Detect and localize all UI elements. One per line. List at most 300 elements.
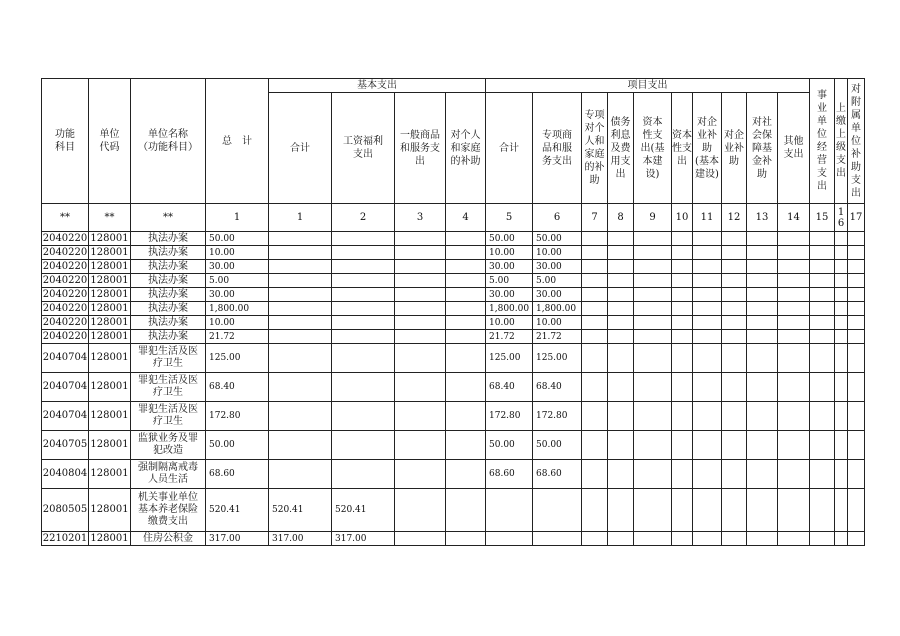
empty-cell [848, 246, 865, 260]
empty-cell [395, 489, 446, 532]
basic-total-cell: 317.00 [269, 532, 332, 546]
wages-cell [332, 330, 395, 344]
empty-cell [810, 460, 835, 489]
header-enterprise-construction: 对企 业补 助 (基本 建设) [693, 93, 722, 204]
total-cell: 520.41 [206, 489, 269, 532]
empty-cell [608, 246, 634, 260]
basic-total-cell [269, 288, 332, 302]
func-subject-cell: 2040220 [42, 316, 88, 328]
project-total-cell: 10.00 [486, 316, 533, 330]
empty-cell [582, 316, 608, 330]
func-subject-cell: 2040220 [42, 274, 88, 286]
empty-cell [810, 330, 835, 344]
header-wages: 工资福利 支出 [332, 93, 395, 204]
empty-cell [446, 260, 486, 274]
unit-name-cell: 执法办案 [131, 302, 206, 316]
empty-cell [848, 302, 865, 316]
func-subject-cell: 2080505 [42, 489, 89, 532]
header-unit-name: 单位名称 （功能科目） [131, 79, 206, 204]
column-number: 6 [533, 204, 582, 232]
empty-cell [778, 232, 810, 246]
special-goods-cell [533, 489, 582, 532]
empty-cell [722, 489, 747, 532]
header-affiliated-subsidy: 对 附 属 单 位 补 助 支 出 [848, 79, 865, 204]
wages-cell [332, 302, 395, 316]
empty-cell [747, 402, 778, 431]
empty-cell [747, 302, 778, 316]
special-goods-cell: 50.00 [533, 431, 582, 460]
special-goods-cell: 125.00 [533, 344, 582, 373]
empty-cell [693, 330, 722, 344]
empty-cell [848, 316, 865, 330]
empty-cell [395, 344, 446, 373]
special-goods-cell: 10.00 [533, 246, 582, 260]
empty-cell [693, 373, 722, 402]
empty-cell [693, 532, 722, 546]
empty-cell [634, 460, 672, 489]
special-goods-cell: 21.72 [533, 330, 582, 344]
total-cell: 317.00 [206, 532, 269, 546]
empty-cell [835, 260, 848, 274]
unit-code-cell: 128001 [90, 532, 129, 544]
empty-cell [634, 246, 672, 260]
func-subject-cell: 2040704 [42, 373, 89, 402]
empty-cell [672, 373, 693, 402]
project-total-cell [486, 532, 533, 546]
empty-cell [446, 373, 486, 402]
unit-code-cell: 128001 [90, 288, 129, 300]
empty-cell [693, 260, 722, 274]
unit-code-cell: 128001 [90, 246, 129, 258]
header-individual-subsidy: 对个人 和家庭 的补助 [446, 93, 486, 204]
empty-cell [747, 274, 778, 288]
empty-cell [582, 402, 608, 431]
empty-cell [693, 246, 722, 260]
empty-cell [582, 274, 608, 288]
special-goods-cell: 5.00 [533, 274, 582, 288]
empty-cell [835, 489, 848, 532]
wages-cell [332, 288, 395, 302]
empty-cell [634, 232, 672, 246]
unit-code-cell: 128001 [89, 344, 131, 373]
unit-name-cell: 监狱业务及罪 犯改造 [131, 431, 206, 460]
empty-cell [446, 288, 486, 302]
wages-cell [332, 344, 395, 373]
empty-cell [693, 288, 722, 302]
column-number: 12 [722, 204, 747, 232]
empty-cell [722, 460, 747, 489]
empty-cell [634, 344, 672, 373]
total-cell: 1,800.00 [206, 302, 269, 316]
empty-cell [835, 330, 848, 344]
wages-cell [332, 246, 395, 260]
basic-total-cell [269, 246, 332, 260]
empty-cell [672, 402, 693, 431]
empty-cell [582, 260, 608, 274]
basic-total-cell [269, 330, 332, 344]
empty-cell [722, 274, 747, 288]
empty-cell [778, 302, 810, 316]
empty-cell [395, 274, 446, 288]
wages-cell [332, 260, 395, 274]
header-unit-code: 单位 代码 [89, 79, 131, 204]
func-subject-cell: 2040220 [42, 288, 88, 300]
empty-cell [582, 373, 608, 402]
empty-cell [582, 288, 608, 302]
wages-cell [332, 402, 395, 431]
empty-cell [778, 288, 810, 302]
total-cell: 50.00 [206, 232, 269, 246]
header-capital-construction: 资本 性支 出(基 本建 设) [634, 93, 672, 204]
empty-cell [810, 489, 835, 532]
empty-cell [848, 373, 865, 402]
project-total-cell: 50.00 [486, 232, 533, 246]
unit-name-cell: 住房公积金 [131, 532, 206, 546]
unit-name-cell: 罪犯生活及医 疗卫生 [131, 373, 206, 402]
empty-cell [608, 532, 634, 546]
empty-cell [672, 316, 693, 330]
special-goods-cell: 68.60 [533, 460, 582, 489]
empty-cell [778, 373, 810, 402]
table-row [42, 302, 865, 316]
empty-cell [747, 260, 778, 274]
empty-cell [395, 246, 446, 260]
column-number: 13 [747, 204, 778, 232]
empty-cell [835, 532, 848, 546]
empty-cell [810, 373, 835, 402]
empty-cell [446, 344, 486, 373]
empty-cell [747, 344, 778, 373]
table-row [42, 288, 865, 302]
empty-cell [608, 344, 634, 373]
unit-code-cell: 128001 [89, 460, 131, 489]
table-row [42, 489, 865, 532]
column-number: 3 [395, 204, 446, 232]
empty-cell [395, 302, 446, 316]
empty-cell [810, 260, 835, 274]
empty-cell [722, 532, 747, 546]
column-number: 15 [810, 204, 835, 232]
column-number: ** [89, 204, 131, 232]
empty-cell [634, 302, 672, 316]
project-total-cell: 50.00 [486, 431, 533, 460]
empty-cell [835, 274, 848, 288]
unit-name-cell: 执法办案 [131, 274, 206, 288]
empty-cell [810, 344, 835, 373]
unit-code-cell: 128001 [90, 302, 129, 314]
special-goods-cell: 1,800.00 [533, 302, 582, 316]
special-goods-cell: 10.00 [533, 316, 582, 330]
unit-code-cell: 128001 [90, 274, 129, 286]
unit-name-cell: 执法办案 [131, 288, 206, 302]
empty-cell [747, 431, 778, 460]
empty-cell [848, 402, 865, 431]
unit-name-cell: 执法办案 [131, 316, 206, 330]
empty-cell [747, 460, 778, 489]
empty-cell [672, 274, 693, 288]
empty-cell [722, 246, 747, 260]
empty-cell [848, 260, 865, 274]
header-basic-expenditure: 基本支出 [269, 79, 486, 93]
unit-name-cell: 机关事业单位 基本养老保险 缴费支出 [131, 489, 206, 532]
empty-cell [608, 489, 634, 532]
empty-cell [722, 402, 747, 431]
empty-cell [778, 402, 810, 431]
empty-cell [395, 232, 446, 246]
header-enterprise: 对企 业补 助 [722, 93, 747, 204]
empty-cell [582, 431, 608, 460]
empty-cell [848, 232, 865, 246]
empty-cell [395, 260, 446, 274]
empty-cell [672, 246, 693, 260]
empty-cell [446, 402, 486, 431]
empty-cell [634, 316, 672, 330]
header-special-goods: 专项商 品和服 务支出 [533, 93, 582, 204]
empty-cell [634, 274, 672, 288]
header-func-subject: 功能 科目 [42, 79, 89, 204]
empty-cell [608, 402, 634, 431]
empty-cell [722, 232, 747, 246]
empty-cell [693, 274, 722, 288]
empty-cell [693, 344, 722, 373]
empty-cell [835, 302, 848, 316]
empty-cell [747, 373, 778, 402]
empty-cell [634, 489, 672, 532]
basic-total-cell: 520.41 [269, 489, 332, 532]
empty-cell [747, 330, 778, 344]
unit-code-cell: 128001 [90, 232, 129, 244]
empty-cell [722, 288, 747, 302]
empty-cell [693, 431, 722, 460]
special-goods-cell [533, 532, 582, 546]
empty-cell [582, 344, 608, 373]
unit-code-cell: 128001 [90, 260, 129, 272]
empty-cell [582, 302, 608, 316]
wages-cell: 520.41 [332, 489, 395, 532]
empty-cell [835, 232, 848, 246]
total-cell: 30.00 [206, 260, 269, 274]
empty-cell [672, 460, 693, 489]
empty-cell [810, 402, 835, 431]
empty-cell [778, 489, 810, 532]
empty-cell [722, 330, 747, 344]
header-social-security: 对社 会保 障基 金补 助 [747, 93, 778, 204]
empty-cell [634, 330, 672, 344]
empty-cell [672, 302, 693, 316]
empty-cell [722, 260, 747, 274]
empty-cell [778, 274, 810, 288]
empty-cell [693, 402, 722, 431]
basic-total-cell [269, 344, 332, 373]
table-row [42, 373, 865, 402]
header-project-total: 合计 [486, 93, 533, 204]
special-goods-cell: 30.00 [533, 260, 582, 274]
empty-cell [747, 246, 778, 260]
column-number: 14 [778, 204, 810, 232]
column-number: 11 [693, 204, 722, 232]
project-total-cell: 21.72 [486, 330, 533, 344]
project-total-cell: 30.00 [486, 288, 533, 302]
wages-cell [332, 373, 395, 402]
empty-cell [835, 316, 848, 330]
empty-cell [747, 316, 778, 330]
func-subject-cell: 2040220 [42, 330, 88, 342]
basic-total-cell [269, 373, 332, 402]
total-cell: 68.40 [206, 373, 269, 402]
empty-cell [810, 431, 835, 460]
total-cell: 125.00 [206, 344, 269, 373]
empty-cell [810, 232, 835, 246]
empty-cell [634, 402, 672, 431]
empty-cell [582, 246, 608, 260]
basic-total-cell [269, 460, 332, 489]
func-subject-cell: 2040220 [42, 302, 88, 314]
empty-cell [634, 532, 672, 546]
header-business-unit: 事 业 单 位 经 营 支 出 [810, 79, 835, 204]
func-subject-cell: 2040704 [42, 402, 89, 431]
project-total-cell [486, 489, 533, 532]
empty-cell [446, 232, 486, 246]
empty-cell [835, 431, 848, 460]
unit-code-cell: 128001 [89, 431, 131, 460]
table-row [42, 246, 865, 260]
empty-cell [848, 460, 865, 489]
empty-cell [672, 489, 693, 532]
header-debt-interest: 债务 利息 及费 用支 出 [608, 93, 634, 204]
empty-cell [778, 431, 810, 460]
empty-cell [582, 330, 608, 344]
empty-cell [835, 288, 848, 302]
empty-cell [608, 316, 634, 330]
empty-cell [446, 330, 486, 344]
column-number: 1 [269, 204, 332, 232]
basic-total-cell [269, 232, 332, 246]
basic-total-cell [269, 302, 332, 316]
column-number: 1 [206, 204, 269, 232]
func-subject-cell: 2040704 [42, 344, 89, 373]
column-number: 10 [672, 204, 693, 232]
func-subject-cell: 2040220 [42, 246, 88, 258]
column-number: 17 [848, 204, 865, 232]
empty-cell [778, 344, 810, 373]
unit-code-cell: 128001 [90, 316, 129, 328]
empty-cell [395, 431, 446, 460]
empty-cell [672, 330, 693, 344]
project-total-cell: 125.00 [486, 344, 533, 373]
special-goods-cell: 68.40 [533, 373, 582, 402]
empty-cell [634, 373, 672, 402]
total-cell: 21.72 [206, 330, 269, 344]
func-subject-cell: 2040220 [42, 260, 88, 272]
special-goods-cell: 30.00 [533, 288, 582, 302]
header-upper-payment: 上 缴 上 级 支 出 [835, 79, 848, 204]
empty-cell [778, 260, 810, 274]
empty-cell [446, 316, 486, 330]
empty-cell [722, 373, 747, 402]
total-cell: 10.00 [206, 246, 269, 260]
unit-code-cell: 128001 [89, 489, 131, 532]
empty-cell [395, 532, 446, 546]
wages-cell [332, 431, 395, 460]
project-total-cell: 5.00 [486, 274, 533, 288]
func-subject-cell: 2040804 [42, 460, 89, 489]
column-number: 9 [634, 204, 672, 232]
column-number: 5 [486, 204, 533, 232]
empty-cell [582, 489, 608, 532]
table-row [42, 232, 865, 246]
column-number: 2 [332, 204, 395, 232]
empty-cell [672, 532, 693, 546]
empty-cell [608, 232, 634, 246]
empty-cell [778, 532, 810, 546]
table-row [42, 460, 865, 489]
empty-cell [634, 288, 672, 302]
empty-cell [722, 431, 747, 460]
column-number: 8 [608, 204, 634, 232]
unit-name-cell: 强制隔离戒毒 人员生活 [131, 460, 206, 489]
empty-cell [608, 460, 634, 489]
empty-cell [778, 246, 810, 260]
empty-cell [582, 232, 608, 246]
table-row [42, 532, 865, 546]
empty-cell [848, 274, 865, 288]
empty-cell [672, 344, 693, 373]
empty-cell [810, 246, 835, 260]
basic-total-cell [269, 402, 332, 431]
empty-cell [848, 344, 865, 373]
empty-cell [395, 288, 446, 302]
empty-cell [835, 373, 848, 402]
empty-cell [848, 431, 865, 460]
empty-cell [395, 330, 446, 344]
column-number: 1 6 [835, 204, 848, 232]
empty-cell [608, 302, 634, 316]
empty-cell [747, 489, 778, 532]
basic-total-cell [269, 431, 332, 460]
column-number: 7 [582, 204, 608, 232]
empty-cell [446, 532, 486, 546]
empty-cell [810, 532, 835, 546]
total-cell: 50.00 [206, 431, 269, 460]
empty-cell [693, 316, 722, 330]
total-cell: 68.60 [206, 460, 269, 489]
basic-total-cell [269, 316, 332, 330]
empty-cell [747, 532, 778, 546]
empty-cell [747, 288, 778, 302]
wages-cell [332, 232, 395, 246]
empty-cell [810, 274, 835, 288]
empty-cell [778, 316, 810, 330]
wages-cell: 317.00 [332, 532, 395, 546]
empty-cell [722, 344, 747, 373]
basic-total-cell [269, 260, 332, 274]
empty-cell [608, 330, 634, 344]
unit-code-cell: 128001 [89, 402, 131, 431]
project-total-cell: 68.40 [486, 373, 533, 402]
empty-cell [395, 460, 446, 489]
empty-cell [608, 260, 634, 274]
empty-cell [672, 260, 693, 274]
unit-name-cell: 执法办案 [131, 246, 206, 260]
empty-cell [608, 288, 634, 302]
empty-cell [395, 316, 446, 330]
empty-cell [835, 246, 848, 260]
header-capital: 资本 性支 出 [672, 93, 693, 204]
table-row [42, 330, 865, 344]
total-cell: 10.00 [206, 316, 269, 330]
func-subject-cell: 2040705 [42, 431, 89, 460]
header-total: 总 计 [206, 79, 269, 204]
